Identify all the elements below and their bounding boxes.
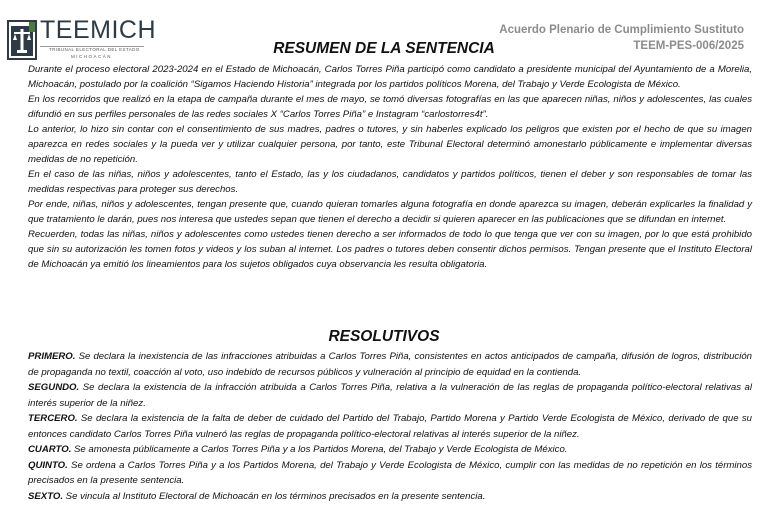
document-type: Acuerdo Plenario de Cumplimiento Sustituto (499, 24, 744, 36)
logo-subtitle: TRIBUNAL ELECTORAL DEL ESTADO (49, 47, 140, 52)
summary-paragraph: Lo anterior, lo hizo sin contar con el consentimiento de sus madres, padres o tutores, y sin haberles explicado los peligros que existen por el hecho de que su imagen aparezca en redes sociales y la pueda ver y utilizar cualquier persona, por tanto, este Tribunal Electoral determinó amonestarlo públicamente e implementar diversas medidas de no repetición. (28, 124, 752, 165)
resolutivo-item (28, 411, 752, 442)
resolutivo-label: SEXTO. (28, 490, 64, 502)
summary-paragraph: Recuerden, todas las niñas, niños y adolescentes como ustedes tienen derecho a ser informados de todo lo que tenga que ver con su imagen, por lo que está prohibido que sin su autorización les tomen fotos y videos y los suban al internet. Los padres o tutores deben consentir dichos permisos. Tengan presente que el Instituto Electoral de Michoacán ya emitió los lineamientos para los sujetos obligados cuya observancia les resulta obligatoria. (28, 229, 752, 270)
resolutivo-text: Se ordena a Carlos Torres Piña y a los Partidos Morena, del Trabajo y Verde Ecologista de México, cumplir con las medidas de no repetición en los términos precisados en la presente sentencia. (28, 459, 752, 486)
logo-wordmark: TEEMICH (40, 16, 156, 44)
resolutivo-text: Se vincula al Instituto Electoral de Michoacán en los términos precisados en la presente sentencia. (63, 490, 486, 502)
resolutivo-item (28, 458, 752, 489)
summary-paragraph: Durante el proceso electoral 2023-2024 en el Estado de Michoacán, Carlos Torres Piña participó como candidato a presidente municipal del Ayuntamiento de a Morelia, Michoacán, postulado por la coalición “Sigamos Haciendo Historia” integrada por los partidos políticos Morena, del Trabajo y Verde Ecologista de México. (28, 64, 752, 90)
resolutivo-text: Se declara la existencia de la falta de deber de cuidado del Partido del Trabajo, Partido Morena y Partido Verde Ecologista de México, derivado de que su entonces candidato Carlos Torres Piña vulneró las reglas de propaganda político-electoral relativas al interés superior de la niñez. (28, 413, 752, 440)
summary-paragraph: En los recorridos que realizó en la etapa de campaña durante el mes de mayo, se tomó diversas fotografías en las que aparecen niñas, niños y adolescentes, las cuales difundió en sus perfiles personales de las redes sociales X “Carlos Torres Piña” e Instagram “carlostorres4t”. (28, 94, 752, 120)
logo-state: MICHOACÁN (71, 54, 113, 59)
summary-paragraph: En el caso de las niñas, niños y adolescentes, tanto el Estado, las y los ciudadanos, candidatos y partidos políticos, tienen el deber y son responsables de tomar las medidas respectivas para proteger sus derechos. (28, 169, 752, 195)
document-number: TEEM-PES-006/2025 (633, 40, 744, 52)
resolutivo-item (28, 442, 752, 458)
resolutivos-list (28, 349, 752, 504)
resolutivo-label: CUARTO. (28, 444, 72, 455)
summary-title: RESUMEN DE LA SENTENCIA (273, 40, 495, 57)
resolutivo-label: SEGUNDO. (28, 382, 80, 393)
resolutivo-item (28, 349, 752, 380)
resolutivo-item (28, 489, 752, 505)
resolutivo-text: Se declara la inexistencia de las infracciones atribuidas a Carlos Torres Piña, consistentes en actos anticipados de campaña, difusión de logros, distribución de propaganda no textil, coacción al voto, uso indebido de recursos públicos y vulneración al principio de equidad en la contienda. (28, 351, 752, 378)
resolutivos-title: RESOLUTIVOS (328, 328, 440, 345)
resolutivo-label: PRIMERO. (28, 351, 76, 362)
resolutivo-label: QUINTO. (28, 459, 68, 471)
resolutivo-text: Se declara la existencia de la infracción atribuida a Carlos Torres Piña, relativa a la vulneración de las reglas de propaganda político-electoral relativas al interés superior de la niñez. (28, 382, 752, 409)
summary-paragraph: Por ende, niñas, niños y adolescentes, tengan presente que, cuando quieran tomarles alguna fotografía en donde aparezca su imagen, deberán explicarles la finalidad y que tratamiento le darán, pues nos interesa que ustedes sepan que tienen el derecho a decidir si quieren aparecer en las publicaciones que se difundan en internet. (28, 199, 752, 225)
resolutivo-item (28, 380, 752, 411)
summary-body (28, 62, 752, 272)
resolutivo-label: TERCERO. (28, 413, 78, 424)
resolutivo-text: Se amonesta públicamente a Carlos Torres Piña y a los Partidos Morena, del Trabajo y Verde Ecologista de México. (71, 444, 568, 455)
